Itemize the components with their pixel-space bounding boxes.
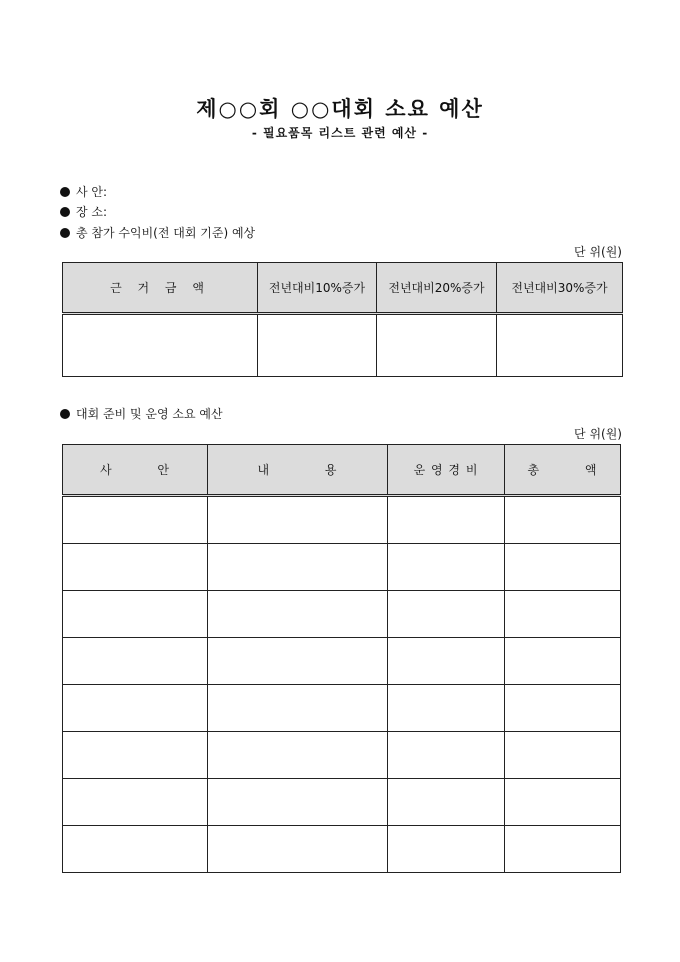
header-increase-20: 전년대비20%증가 xyxy=(377,263,497,314)
table-row xyxy=(63,591,621,638)
section2-label: 대회 준비 및 운영 소요 예산 xyxy=(76,407,223,421)
table-row xyxy=(63,496,621,544)
budget-table xyxy=(62,444,621,873)
place-label: 장 소: xyxy=(76,205,108,219)
total-cell[interactable] xyxy=(505,638,621,685)
header-content: 내 용 xyxy=(208,445,388,496)
base-amount-cell[interactable] xyxy=(63,314,258,377)
content-cell[interactable] xyxy=(208,826,388,873)
table-row xyxy=(63,314,623,377)
total-cell[interactable] xyxy=(505,732,621,779)
subject-label: 사 안: xyxy=(76,185,108,199)
header-operating-cost: 운 영 경 비 xyxy=(388,445,505,496)
increase-10-cell[interactable] xyxy=(258,314,377,377)
table-row xyxy=(63,685,621,732)
total-cell[interactable] xyxy=(505,685,621,732)
bullet-income xyxy=(60,224,255,241)
bullet-dot-icon xyxy=(60,409,70,419)
content-cell[interactable] xyxy=(208,779,388,826)
operating-cost-cell[interactable] xyxy=(388,826,505,873)
subject-cell[interactable] xyxy=(63,638,208,685)
total-cell[interactable] xyxy=(505,591,621,638)
operating-cost-cell[interactable] xyxy=(388,496,505,544)
operating-cost-cell[interactable] xyxy=(388,779,505,826)
subject-cell[interactable] xyxy=(63,732,208,779)
content-cell[interactable] xyxy=(208,638,388,685)
subject-cell[interactable] xyxy=(63,591,208,638)
bullet-place xyxy=(60,203,107,220)
subject-cell[interactable] xyxy=(63,544,208,591)
operating-cost-cell[interactable] xyxy=(388,544,505,591)
content-cell[interactable] xyxy=(208,496,388,544)
total-cell[interactable] xyxy=(505,779,621,826)
operating-cost-cell[interactable] xyxy=(388,685,505,732)
header-base-amount: 근 거 금 액 xyxy=(63,263,258,314)
page-title: 제○○회 ○○대회 소요 예산 xyxy=(196,96,484,121)
operating-cost-cell[interactable] xyxy=(388,638,505,685)
bullet-subject xyxy=(60,183,107,200)
increase-20-cell[interactable] xyxy=(377,314,497,377)
total-cell[interactable] xyxy=(505,496,621,544)
total-cell[interactable] xyxy=(505,544,621,591)
content-cell[interactable] xyxy=(208,544,388,591)
bullet-dot-icon xyxy=(60,228,70,238)
subject-cell[interactable] xyxy=(63,685,208,732)
content-cell[interactable] xyxy=(208,685,388,732)
table-row xyxy=(63,638,621,685)
header-increase-30: 전년대비30%증가 xyxy=(497,263,623,314)
bullet-dot-icon xyxy=(60,207,70,217)
bullet-dot-icon xyxy=(60,187,70,197)
total-cell[interactable] xyxy=(505,826,621,873)
table-row xyxy=(63,826,621,873)
operating-cost-cell[interactable] xyxy=(388,732,505,779)
bullet-section2 xyxy=(60,405,223,422)
unit-label-2: 단 위(원) xyxy=(574,427,622,441)
increase-30-cell[interactable] xyxy=(497,314,623,377)
budget-table-body xyxy=(63,496,621,873)
unit-label: 단 위(원) xyxy=(574,245,622,259)
table-row xyxy=(63,779,621,826)
table-row xyxy=(63,544,621,591)
income-table xyxy=(62,262,623,377)
income-table-header xyxy=(63,263,623,314)
operating-cost-cell[interactable] xyxy=(388,591,505,638)
budget-table-header xyxy=(63,445,621,496)
income-label: 총 참가 수익비(전 대회 기준) 예상 xyxy=(76,226,256,240)
table-row xyxy=(63,732,621,779)
page-subtitle: - 필요품목 리스트 관련 예산 - xyxy=(251,126,429,140)
subject-cell[interactable] xyxy=(63,779,208,826)
content-cell[interactable] xyxy=(208,732,388,779)
header-total: 총 액 xyxy=(505,445,621,496)
header-increase-10: 전년대비10%증가 xyxy=(258,263,377,314)
header-subject: 사 안 xyxy=(63,445,208,496)
content-cell[interactable] xyxy=(208,591,388,638)
subject-cell[interactable] xyxy=(63,826,208,873)
subject-cell[interactable] xyxy=(63,496,208,544)
